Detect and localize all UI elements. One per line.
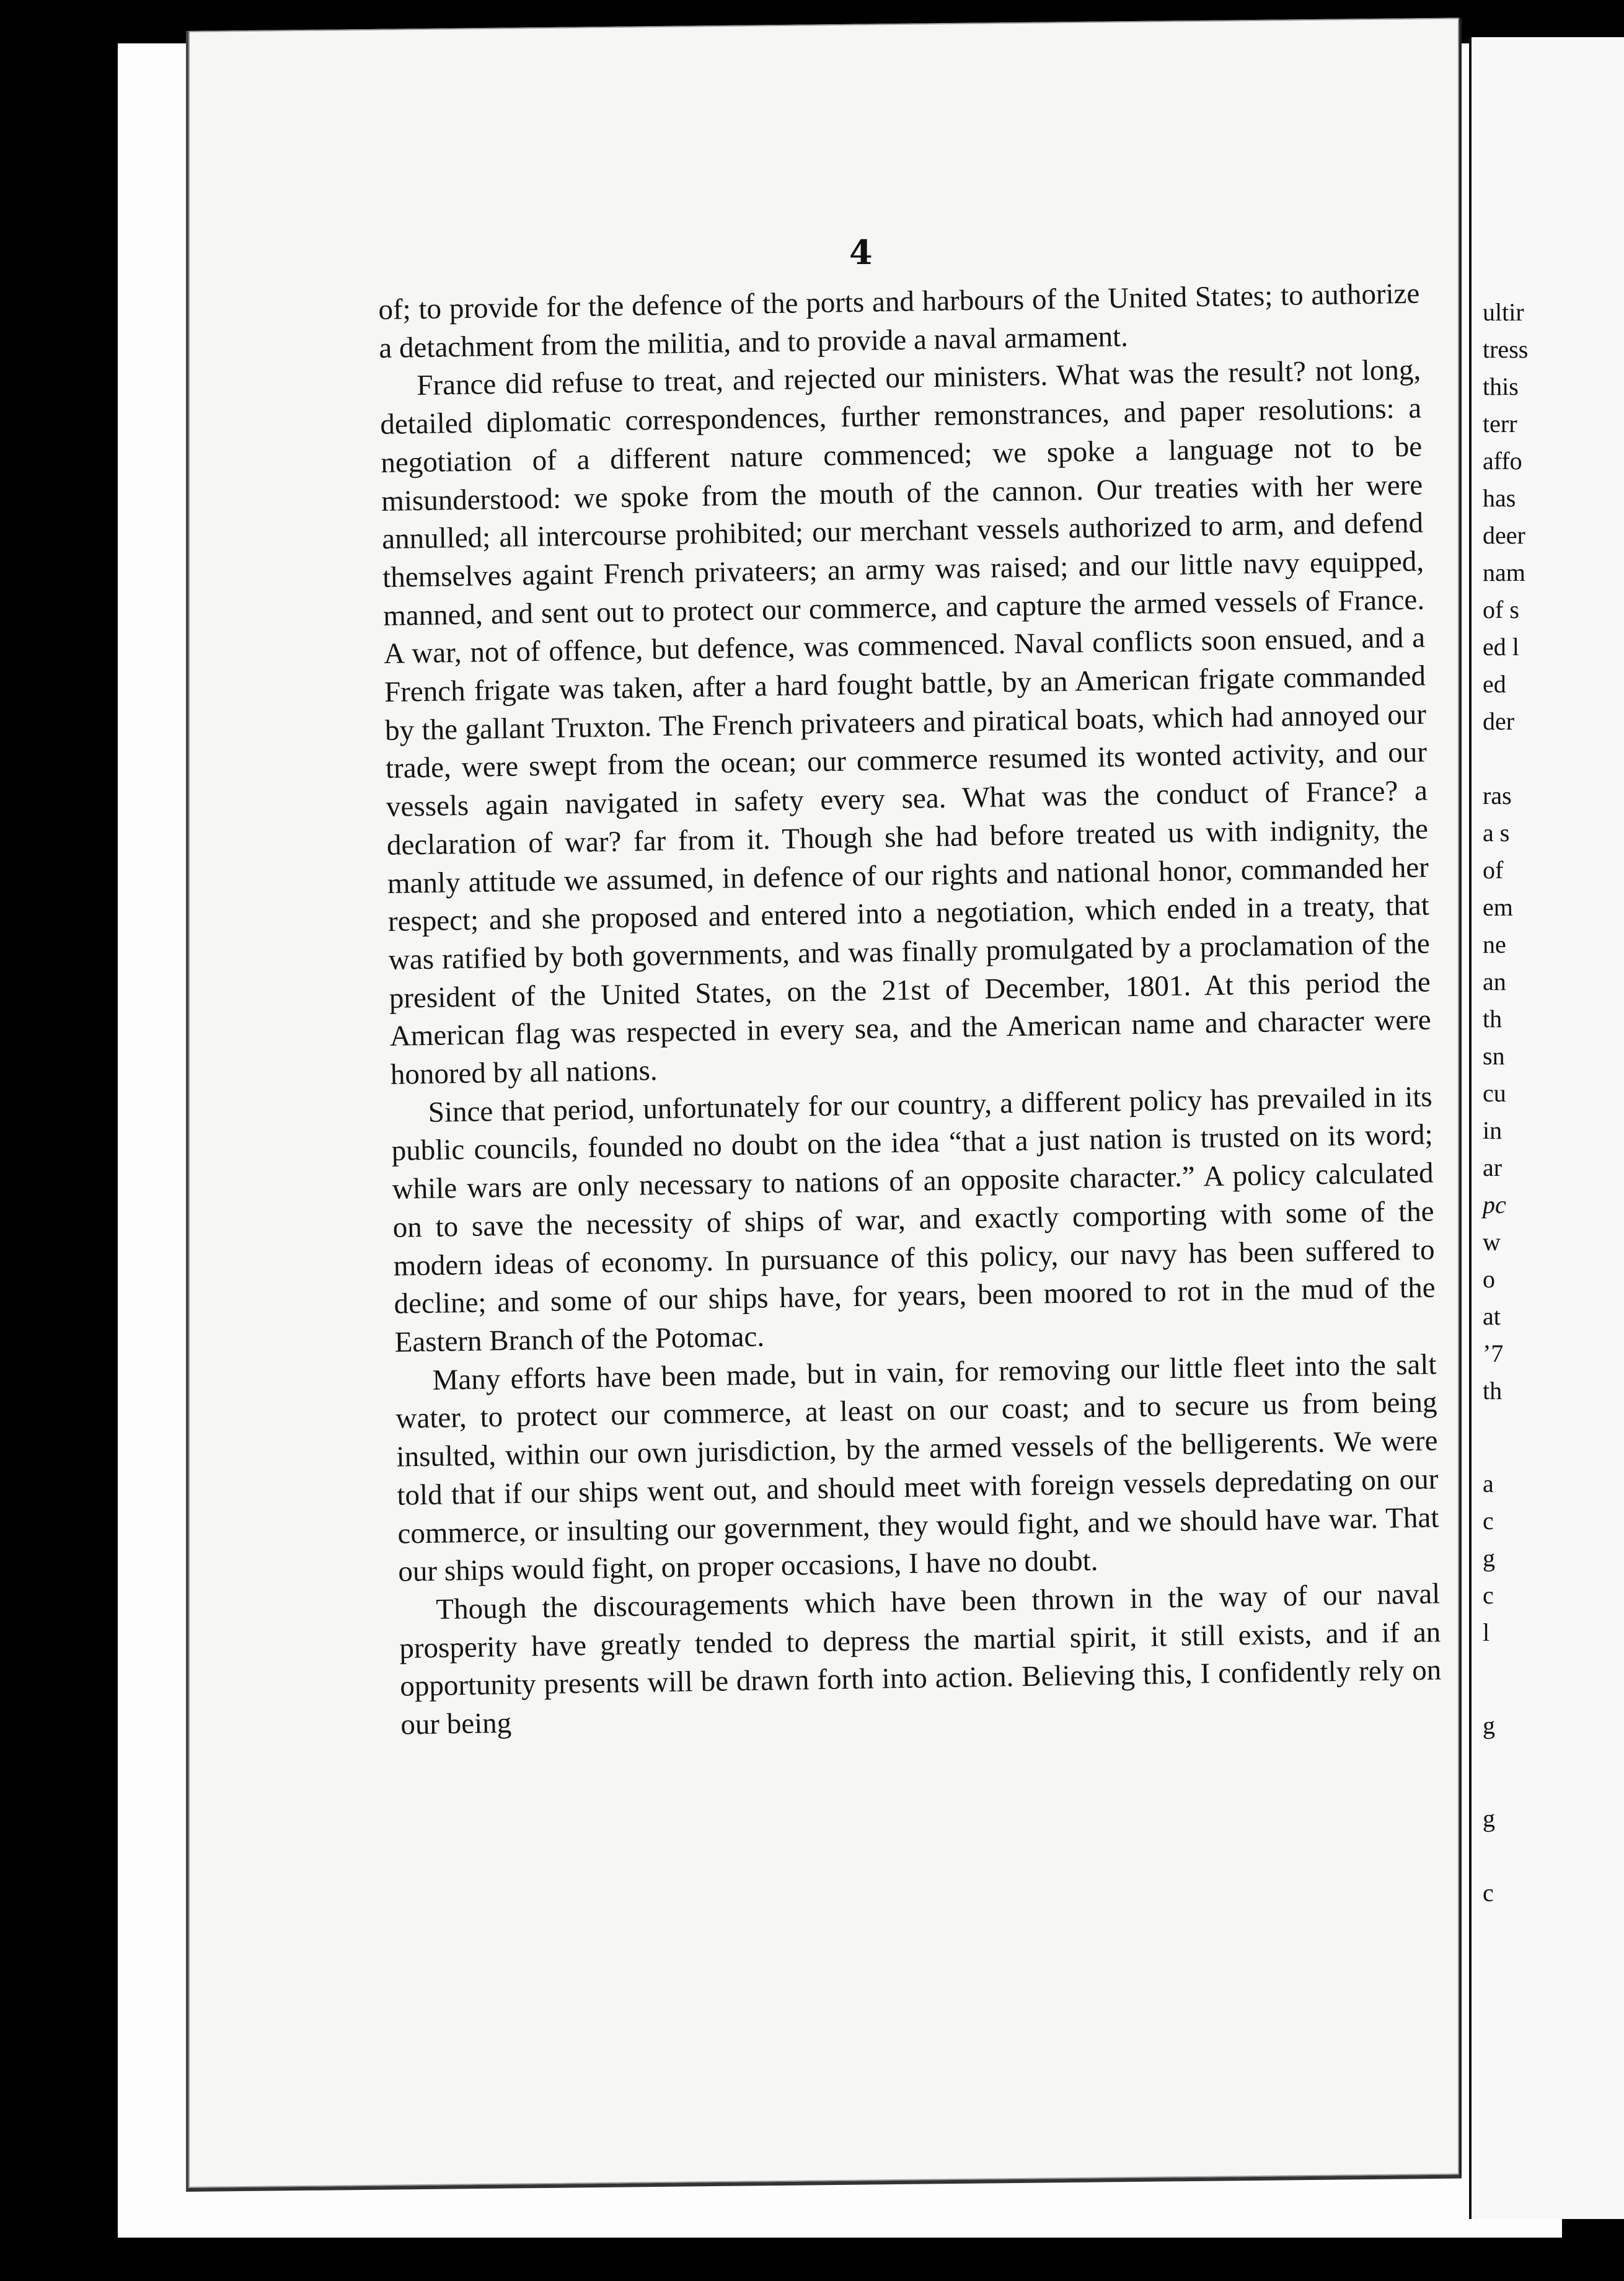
facing-fragment: at <box>1483 1302 1501 1330</box>
facing-fragment: g <box>1483 1711 1495 1739</box>
facing-fragment: cu <box>1483 1079 1506 1107</box>
facing-fragment: tress <box>1483 335 1529 363</box>
facing-fragment: of s <box>1483 596 1519 624</box>
facing-fragment: pc <box>1483 1191 1506 1219</box>
facing-fragment: ed l <box>1483 633 1519 661</box>
facing-fragment: has <box>1483 484 1516 512</box>
facing-fragment: em <box>1483 893 1513 921</box>
facing-fragment: ras <box>1483 782 1512 810</box>
facing-fragment: g <box>1483 1804 1495 1832</box>
facing-fragment: this <box>1483 373 1519 400</box>
paragraph: Though the discouragements which have been thrown in the way of our naval prosperity have greatly tended to depress the martial spirit, it still exists, and if an opportunity presents will be drawn forth into action. Believing this, I confidently rely on our being <box>399 1577 1442 1741</box>
page-number: 4 <box>849 232 873 272</box>
facing-fragment: of <box>1483 856 1504 884</box>
facing-fragment: c <box>1483 1879 1494 1907</box>
facing-fragment: in <box>1483 1116 1503 1144</box>
facing-fragment: affo <box>1483 447 1522 475</box>
facing-fragment: th <box>1483 1005 1503 1033</box>
facing-fragment: sn <box>1483 1042 1505 1070</box>
paragraph: Many efforts have been made, but in vain, for removing our little fleet into the salt water, to protect our commerce, at least on our coast; and to secure us from being insulted, within our own jurisdiction, by the armed vessels of the belligerents. We were told that if our ships went out, and should meet with foreign vessels depredating on our commerce, or insulting our government, they would fight, and we should have war. That our ships would fight, on proper occasions, I have no doubt. <box>395 1348 1439 1588</box>
facing-fragment: ultir <box>1483 298 1524 326</box>
facing-fragment: w <box>1483 1228 1501 1256</box>
facing-fragment: nam <box>1483 558 1525 586</box>
facing-fragment: th <box>1483 1377 1503 1405</box>
facing-fragment: a <box>1483 1470 1494 1498</box>
facing-fragment: ’7 <box>1483 1339 1504 1367</box>
facing-fragment: o <box>1483 1265 1495 1293</box>
facing-fragment: an <box>1483 968 1506 995</box>
paragraph: of; to provide for the defence of the ports and harbours of the United States; to authorize a detachment from the militia, and to provide a naval armament. <box>378 277 1420 364</box>
facing-fragment: l <box>1483 1618 1490 1646</box>
facing-fragment: ar <box>1483 1154 1503 1181</box>
facing-fragment: ed <box>1483 670 1506 698</box>
facing-fragment: ne <box>1483 930 1506 958</box>
facing-fragment: c <box>1483 1507 1494 1535</box>
facing-fragment: c <box>1483 1581 1494 1609</box>
facing-fragment: g <box>1483 1544 1495 1572</box>
page-body <box>378 275 1442 1745</box>
facing-fragment: der <box>1483 707 1515 735</box>
facing-fragment: deer <box>1483 521 1525 549</box>
paragraph: Since that period, unfortunately for our country, a different policy has prevailed in its public councils, founded no doubt on the idea “that a just nation is trusted on its word; while wars are only necessary to nations of an opposite character.” A policy calculated on to save the necessity of ships of war, and exactly comporting with some of the modern ideas of economy. In pursuance of this policy, our navy has been suffered to decline; and some of our ships have, for years, been moored to rot in the mud of the Eastern Branch of the Potomac. <box>391 1080 1436 1359</box>
paragraph: France did refuse to treat, and rejected our ministers. What was the result? not long, detailed diplomatic correspondences, further remonstrances, and paper resolutions: a negotiation of a different nature commenced; we spoke a language not to be misunderstood: we spoke from the mouth of the cannon. Our treaties with her were annulled; all intercourse prohibited; our merchant vessels authorized to arm, and defend themselves againt French privateers; an army was raised; and our little navy equipped, manned, and sent out to protect our commerce, and capture the armed vessels of France. A war, not of offence, but defence, was commenced. Naval conflicts soon ensued, and a French frigate was taken, after a hard fought battle, by an American frigate commanded by the gallant Truxton. The French privateers and piratical boats, which had annoyed our trade, were swept from the ocean; our commerce resumed its wonted activity, and our vessels again navigated in safety every sea. What was the conduct of France? a declaration of war? far from it. Though she had before treated us with indignity, the manly attitude we assumed, in defence of our rights and national honor, commanded her respect; and she proposed and entered into a negotiation, which ended in a treaty, that was ratified by both governments, and was finally promulgated by a proclamation of the president of the United States, on the 21st of December, 1801. At this period the American flag was respected in every sea, and the American name and character were honored by all nations. <box>379 354 1432 1091</box>
facing-fragment: a s <box>1483 819 1510 847</box>
facing-page-edge <box>1469 37 1624 2219</box>
facing-fragment: terr <box>1483 410 1517 438</box>
